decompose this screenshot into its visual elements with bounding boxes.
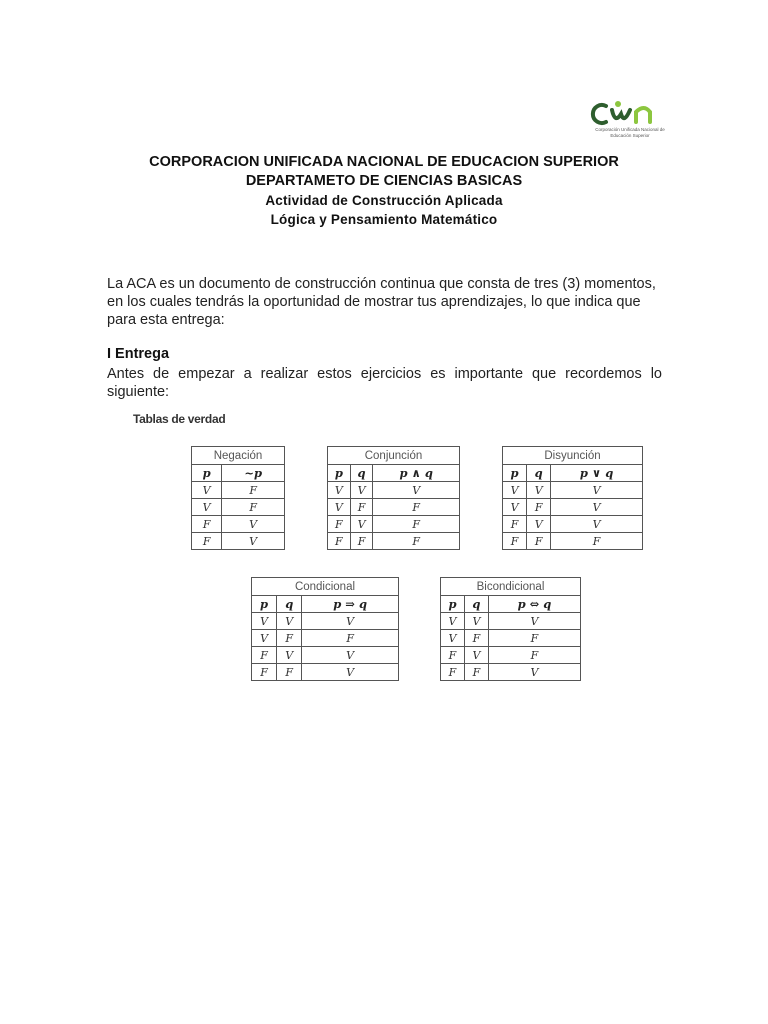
table-title: Negación xyxy=(192,447,285,465)
cun-logo xyxy=(588,100,668,146)
table-cell: V xyxy=(503,499,527,516)
table-header-cell: p xyxy=(441,596,465,613)
table-cell: F xyxy=(503,516,527,533)
table-cell: F xyxy=(488,630,580,647)
table-header-cell: p ∧ q xyxy=(373,465,460,482)
table-cell: V xyxy=(527,482,551,499)
table-row xyxy=(328,516,460,533)
truth-table-disyuncion xyxy=(502,446,643,550)
table-row xyxy=(328,499,460,516)
table-header-cell: p ⇒ q xyxy=(302,596,399,613)
table-row xyxy=(252,647,399,664)
activity-title: Actividad de Construcción Aplicada xyxy=(265,193,503,208)
table-cell: F xyxy=(252,664,277,681)
table-title: Bicondicional xyxy=(441,578,581,596)
table-cell: V xyxy=(328,482,351,499)
table-cell: F xyxy=(527,499,551,516)
truth-table-bicondicional xyxy=(440,577,581,681)
table-header-cell: p ∨ q xyxy=(551,465,643,482)
table-row xyxy=(252,630,399,647)
table-header-cell: p xyxy=(192,465,222,482)
table-cell: V xyxy=(222,533,285,550)
table-row xyxy=(328,533,460,550)
table-cell: V xyxy=(464,613,488,630)
table-cell: F xyxy=(328,516,351,533)
table-header-cell: q xyxy=(277,596,302,613)
table-title: Condicional xyxy=(252,578,399,596)
table-row xyxy=(503,499,643,516)
table-cell: V xyxy=(441,630,465,647)
table-cell: F xyxy=(192,516,222,533)
table-cell: F xyxy=(503,533,527,550)
table-row xyxy=(441,613,581,630)
table-cell: F xyxy=(192,533,222,550)
table-cell: F xyxy=(441,647,465,664)
table-header-cell: p xyxy=(328,465,351,482)
table-row xyxy=(328,482,460,499)
table-row xyxy=(252,613,399,630)
table-cell: V xyxy=(192,482,222,499)
table-row xyxy=(503,516,643,533)
truth-tables-label: Tablas de verdad xyxy=(133,412,226,426)
table-cell: V xyxy=(488,664,580,681)
table-cell: V xyxy=(551,499,643,516)
truth-table-negacion xyxy=(191,446,285,550)
intro-paragraph: La ACA es un documento de construcción continua que consta de tres (3) momentos, en los cuales tendrás la oportunidad de mostrar tus aprendizajes, lo que indica que para esta entrega: xyxy=(107,276,656,328)
table-header-cell: p xyxy=(503,465,527,482)
table-cell: V xyxy=(464,647,488,664)
department-name: DEPARTAMETO DE CIENCIAS BASICAS xyxy=(245,173,523,189)
table-cell: V xyxy=(488,613,580,630)
table-row xyxy=(192,499,285,516)
table-cell: F xyxy=(252,647,277,664)
table-cell: F xyxy=(277,630,302,647)
truth-table-condicional xyxy=(251,577,399,681)
table-cell: F xyxy=(302,630,399,647)
section-paragraph: Antes de empezar a realizar estos ejercicios es importante que recordemos lo siguiente: xyxy=(107,366,662,400)
institution-name: CORPORACION UNIFICADA NACIONAL DE EDUCACION SUPERIOR xyxy=(149,154,619,170)
truth-table-conjuncion xyxy=(327,446,460,550)
table-row xyxy=(441,664,581,681)
table-row xyxy=(192,516,285,533)
table-header-cell: p xyxy=(252,596,277,613)
table-cell: V xyxy=(373,482,460,499)
table-cell: V xyxy=(252,613,277,630)
table-cell: V xyxy=(277,613,302,630)
table-cell: V xyxy=(551,516,643,533)
table-cell: V xyxy=(328,499,351,516)
document-header xyxy=(0,153,768,229)
table-cell: F xyxy=(328,533,351,550)
table-cell: V xyxy=(551,482,643,499)
table-row xyxy=(503,482,643,499)
table-cell: F xyxy=(350,533,373,550)
table-cell: F xyxy=(222,482,285,499)
table-cell: F xyxy=(527,533,551,550)
table-cell: V xyxy=(503,482,527,499)
table-cell: F xyxy=(350,499,373,516)
table-row xyxy=(192,533,285,550)
table-header-cell: q xyxy=(527,465,551,482)
table-cell: F xyxy=(373,516,460,533)
table-header-cell: q xyxy=(350,465,373,482)
logo-subtitle: Corporación Unificada Nacional de Educación Superior xyxy=(595,127,665,138)
table-cell: F xyxy=(373,533,460,550)
table-row xyxy=(441,647,581,664)
table-title: Conjunción xyxy=(328,447,460,465)
table-cell: V xyxy=(222,516,285,533)
cun-logo-mark xyxy=(588,100,668,128)
course-title: Lógica y Pensamiento Matemático xyxy=(270,212,498,227)
table-row xyxy=(503,533,643,550)
table-cell: F xyxy=(277,664,302,681)
table-cell: F xyxy=(551,533,643,550)
table-cell: V xyxy=(302,647,399,664)
table-cell: F xyxy=(464,664,488,681)
table-cell: V xyxy=(252,630,277,647)
table-cell: V xyxy=(527,516,551,533)
table-cell: F xyxy=(441,664,465,681)
table-row xyxy=(441,630,581,647)
table-title: Disyunción xyxy=(503,447,643,465)
table-cell: F xyxy=(488,647,580,664)
table-cell: V xyxy=(302,664,399,681)
table-cell: F xyxy=(373,499,460,516)
table-header-cell: ~p xyxy=(222,465,285,482)
table-cell: F xyxy=(464,630,488,647)
table-cell: V xyxy=(192,499,222,516)
table-cell: V xyxy=(277,647,302,664)
table-header-cell: p ⇔ q xyxy=(488,596,580,613)
table-cell: V xyxy=(441,613,465,630)
section-title: I Entrega xyxy=(107,346,170,362)
table-cell: V xyxy=(350,516,373,533)
table-row xyxy=(252,664,399,681)
table-cell: V xyxy=(302,613,399,630)
table-cell: V xyxy=(350,482,373,499)
table-cell: F xyxy=(222,499,285,516)
table-header-cell: q xyxy=(464,596,488,613)
table-row xyxy=(192,482,285,499)
